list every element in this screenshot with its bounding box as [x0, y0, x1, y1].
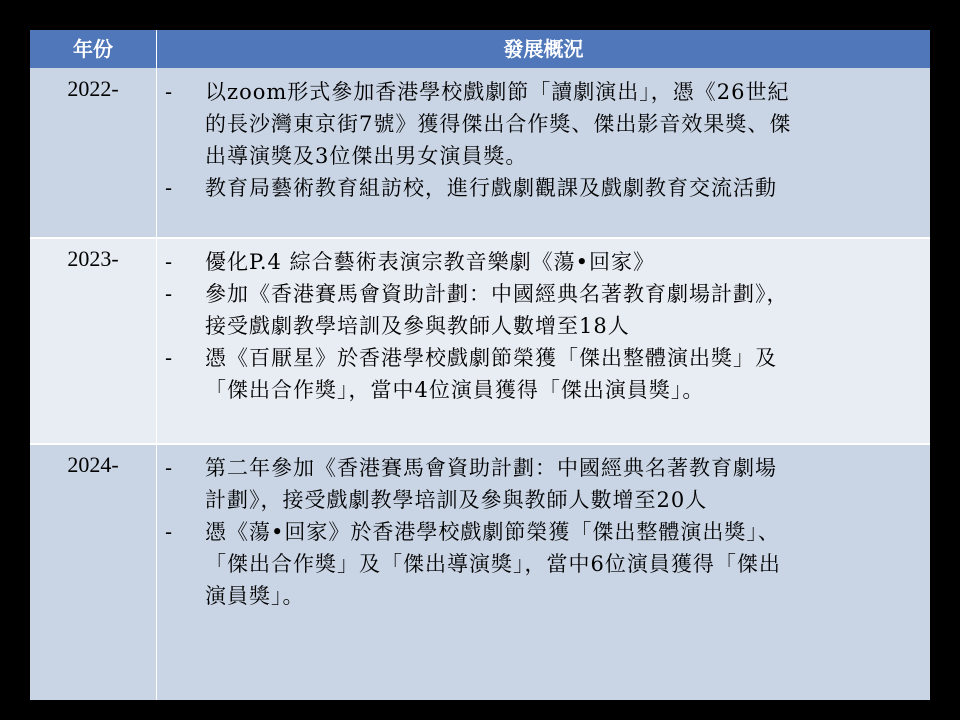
item-text: 憑《百厭星》於香港學校戲劇節榮獲「傑出整體演出獎」及 「傑出合作獎」，當中4位演員獲得「傑出演員獎」。: [205, 346, 777, 402]
bullet-dash: -: [165, 250, 174, 274]
list-item: [165, 172, 924, 204]
item-text: 以zoom形式參加香港學校戲劇節「讀劇演出」，憑《26世紀 的長沙灣東京街7號》獲得傑出合作獎、傑出影音效果獎、傑 出導演獎及3位傑出男女演員獎。: [205, 80, 792, 168]
list-item: [165, 516, 924, 612]
bullet-dash: -: [165, 520, 174, 544]
year-cell: 2023-: [67, 246, 119, 271]
bullet-dash: -: [165, 282, 174, 306]
list-item: [165, 452, 924, 516]
list-item: [165, 342, 924, 406]
item-text: 教育局藝術教育組訪校，進行戲劇觀課及戲劇教育交流活動: [205, 176, 777, 200]
bullet-dash: -: [165, 456, 174, 480]
table-header-row: [30, 30, 930, 68]
bullet-dash: -: [165, 346, 174, 370]
bullet-dash: -: [165, 80, 174, 104]
item-text: 參加《香港賽馬會資助計劃：中國經典名著教育劇場計劃》， 接受戲劇教學培訓及參與教師人數增至18人: [205, 282, 789, 338]
item-text: 第二年參加《香港賽馬會資助計劃：中國經典名著教育劇場 計劃》，接受戲劇教學培訓及參與教師人數增至20人: [205, 456, 777, 512]
row-divider: [30, 443, 930, 445]
bullet-dash: -: [165, 176, 174, 200]
development-cell: [157, 239, 930, 443]
item-text: 憑《蕩•回家》於香港學校戲劇節榮獲「傑出整體演出獎」、 「傑出合作獎」及「傑出導演獎」，當中6位演員獲得「傑出 演員獎」。: [205, 520, 781, 608]
row-divider: [30, 237, 930, 239]
year-cell: 2022-: [67, 76, 119, 101]
list-item: [165, 278, 924, 342]
year-cell: 2024-: [67, 452, 119, 477]
development-table: [30, 30, 930, 700]
development-cell: [157, 69, 930, 237]
table-row: [30, 69, 930, 237]
item-text: 優化P.4 綜合藝術表演宗教音樂劇《蕩•回家》: [205, 250, 655, 274]
development-cell: [157, 445, 930, 700]
column-divider: [156, 30, 157, 700]
list-item: [165, 246, 924, 278]
header-year: 年份: [73, 37, 113, 61]
header-development: 發展概況: [503, 37, 584, 61]
table-row: [30, 445, 930, 700]
list-item: [165, 76, 924, 172]
table-row: [30, 239, 930, 443]
